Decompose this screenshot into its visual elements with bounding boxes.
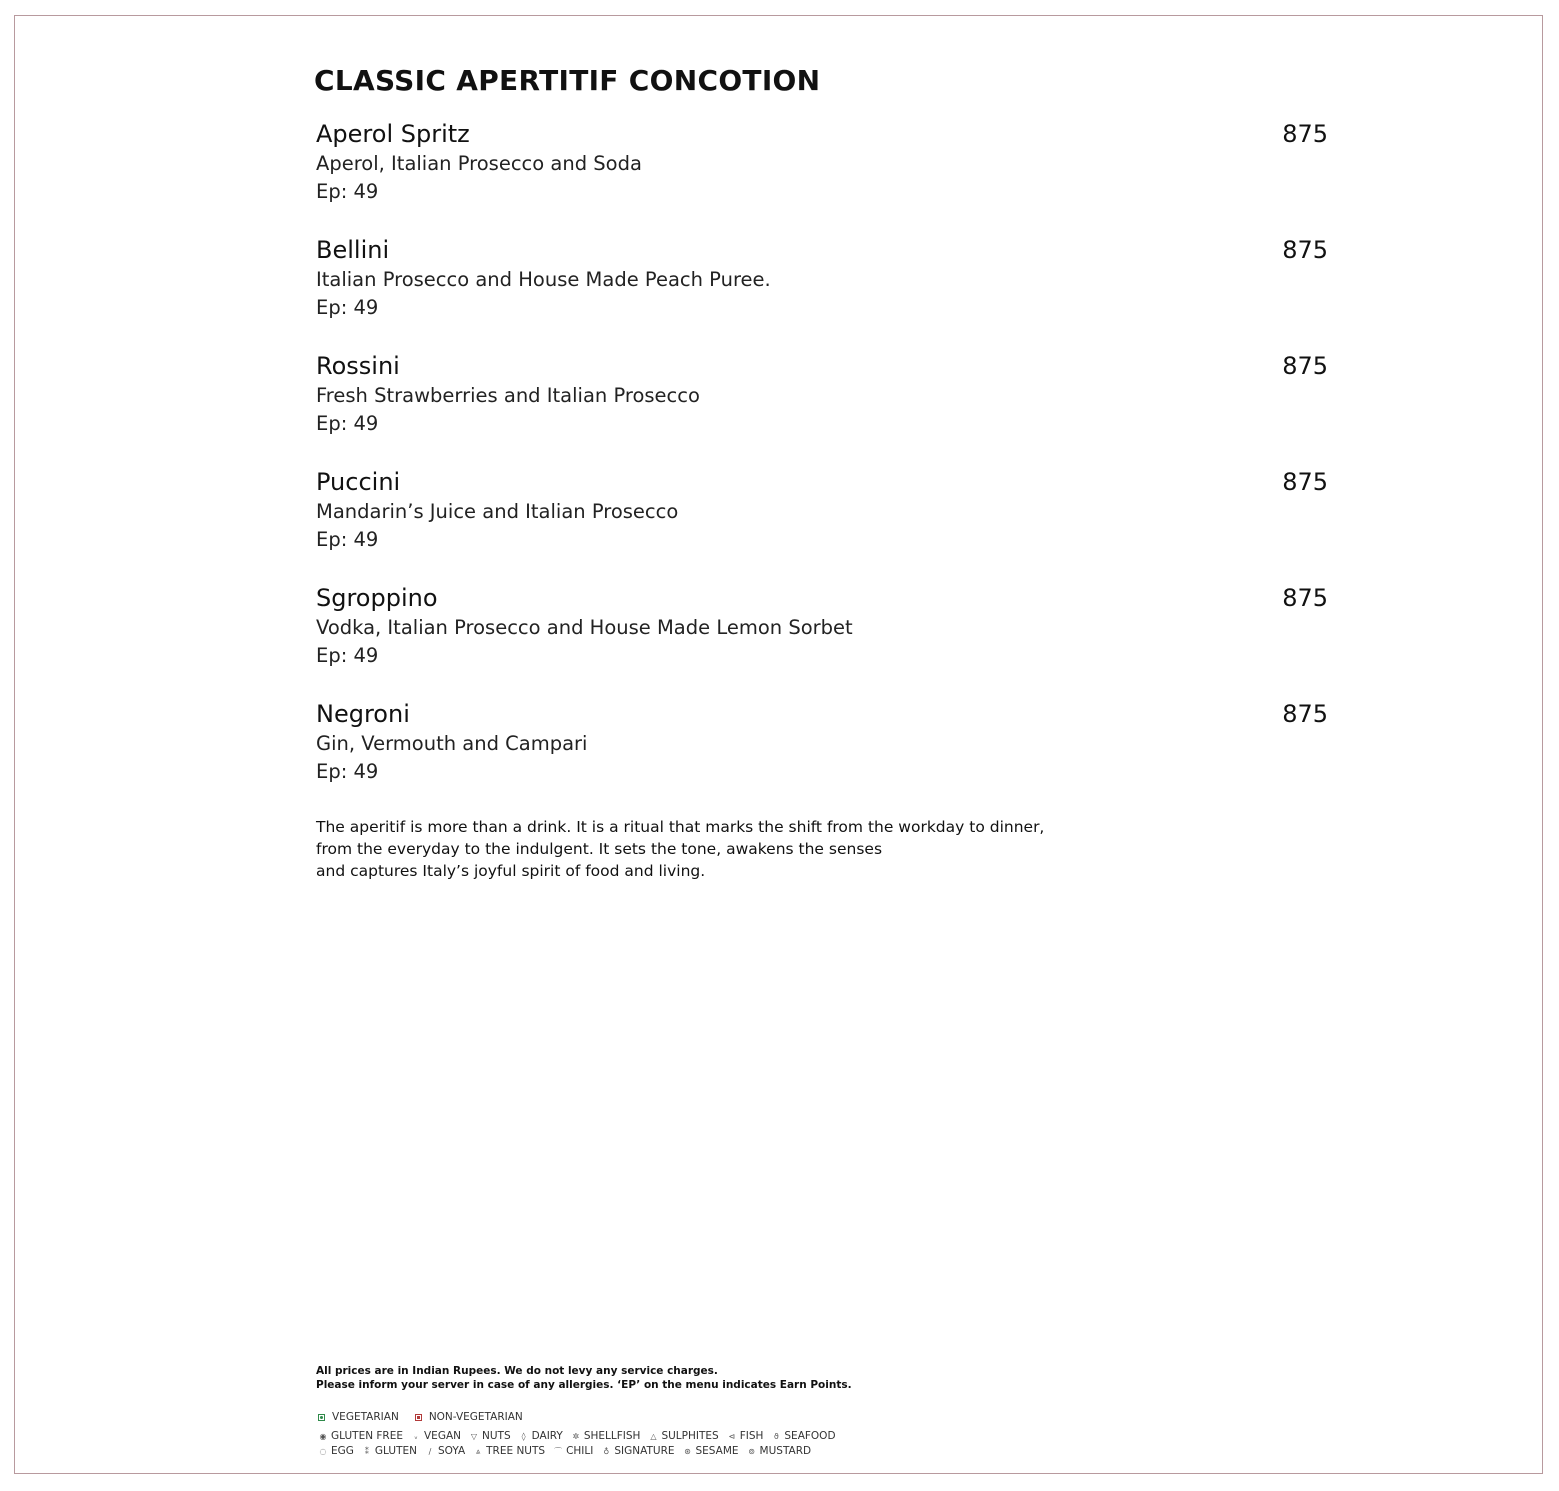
gluten-free-icon: ◉ [319,1432,327,1441]
legend-soya [425,1444,465,1459]
legend-sesame [683,1444,739,1459]
item-price: 875 [1282,700,1328,728]
item-description: Aperol, Italian Prosecco and Soda [316,152,642,175]
item-earn-points: Ep: 49 [316,412,379,435]
item-price: 875 [1282,352,1328,380]
sesame-icon: ⊛ [684,1447,691,1456]
item-name: Aperol Spritz [316,120,470,148]
item-price: 875 [1282,584,1328,612]
legend-label: SEAFOOD [784,1430,836,1442]
egg-icon: ◌ [319,1447,327,1456]
legend-label: SULPHITES [661,1430,719,1442]
sulphites-icon: △ [650,1432,657,1441]
item-price: 875 [1282,120,1328,148]
seafood-icon: ϑ [773,1432,779,1441]
signature-icon: ♁ [603,1447,610,1456]
item-earn-points: Ep: 49 [316,528,379,551]
footer-notes [316,1364,852,1392]
legend-gluten-free [318,1429,403,1444]
legend-label: TREE NUTS [486,1445,546,1457]
fish-icon: ⊲ [728,1432,736,1441]
item-description: Vodka, Italian Prosecco and House Made Lemon Sorbet [316,616,853,639]
legend-label: VEGETARIAN [332,1411,399,1423]
item-description: Italian Prosecco and House Made Peach Puree. [316,268,771,291]
legend-shellfish [571,1429,641,1444]
legend-label: GLUTEN [374,1445,417,1457]
legend-vegan [411,1429,461,1444]
item-name: Negroni [316,700,410,728]
legend-nuts [469,1429,511,1444]
aperitif-description [316,816,1116,882]
shellfish-icon: ✲ [572,1432,580,1441]
legend-label: SESAME [695,1445,739,1457]
legend-dairy [519,1429,563,1444]
dietary-legend [318,1410,844,1459]
tree-nuts-icon: ⩓ [475,1447,481,1456]
legend-mustard [747,1444,812,1459]
non-vegetarian-icon [415,1414,422,1421]
chili-icon: ⌒ [554,1447,563,1456]
menu-item-rossini [316,350,1328,466]
item-price: 875 [1282,236,1328,264]
item-description: Gin, Vermouth and Campari [316,732,588,755]
legend-label: EGG [331,1445,354,1457]
legend-label: SOYA [437,1445,466,1457]
menu-item-puccini [316,466,1328,582]
menu-item-aperol-spritz [316,118,1328,234]
legend-chili [553,1444,593,1459]
item-price: 875 [1282,468,1328,496]
legend-label: GLUTEN FREE [331,1430,403,1442]
vegan-icon: ᵥ [414,1432,418,1441]
nuts-icon: ▽ [470,1432,478,1441]
menu-item-sgroppino [316,582,1328,698]
menu-section-title: CLASSIC APERTITIF CONCOTION [314,64,821,97]
menu-item-negroni [316,698,1328,814]
legend-egg [318,1444,354,1459]
item-earn-points: Ep: 49 [316,760,379,783]
gluten-icon: ⁑ [364,1447,369,1456]
menu-items [316,118,1328,814]
legend-label: SHELLFISH [583,1430,641,1442]
allergy-note: Please inform your server in case of any allergies. ‘EP’ on the menu indicates Earn Points. [316,1379,852,1391]
legend-gluten [362,1444,417,1459]
legend-label: NON-VEGETARIAN [428,1411,523,1423]
item-earn-points: Ep: 49 [316,296,379,319]
blurb-line: from the everyday to the indulgent. It sets the tone, awakens the senses [316,840,883,858]
legend-non-vegetarian [415,1410,523,1425]
dairy-icon: ◊ [521,1432,526,1441]
item-description: Mandarin’s Juice and Italian Prosecco [316,500,679,523]
legend-label: MUSTARD [759,1445,812,1457]
legend-label: VEGAN [424,1430,461,1442]
item-description: Fresh Strawberries and Italian Prosecco [316,384,700,407]
pricing-note: All prices are in Indian Rupees. We do not levy any service charges. [316,1365,718,1377]
allergen-legend-row-2 [318,1444,844,1459]
legend-fish [727,1429,764,1444]
legend-sulphites [648,1429,718,1444]
vegetarian-icon [318,1414,325,1421]
legend-label: DAIRY [531,1430,563,1442]
item-name: Rossini [316,352,400,380]
legend-label: CHILI [566,1445,594,1457]
legend-seafood [771,1429,835,1444]
mustard-icon: ⊚ [748,1447,755,1456]
item-name: Sgroppino [316,584,438,612]
menu-item-bellini [316,234,1328,350]
legend-vegetarian [318,1410,399,1425]
item-name: Bellini [316,236,390,264]
legend-signature [601,1444,674,1459]
blurb-line: The aperitif is more than a drink. It is a ritual that marks the shift from the workday to dinner, [316,818,1045,836]
legend-label: NUTS [482,1430,511,1442]
item-earn-points: Ep: 49 [316,180,379,203]
allergen-legend-row-1 [318,1429,844,1444]
diet-legend-row [318,1410,844,1425]
soya-icon: ∕ [428,1447,432,1456]
blurb-line: and captures Italy’s joyful spirit of food and living. [316,862,706,880]
legend-label: FISH [739,1430,764,1442]
item-name: Puccini [316,468,401,496]
item-earn-points: Ep: 49 [316,644,379,667]
legend-tree-nuts [473,1444,545,1459]
legend-label: SIGNATURE [614,1445,675,1457]
